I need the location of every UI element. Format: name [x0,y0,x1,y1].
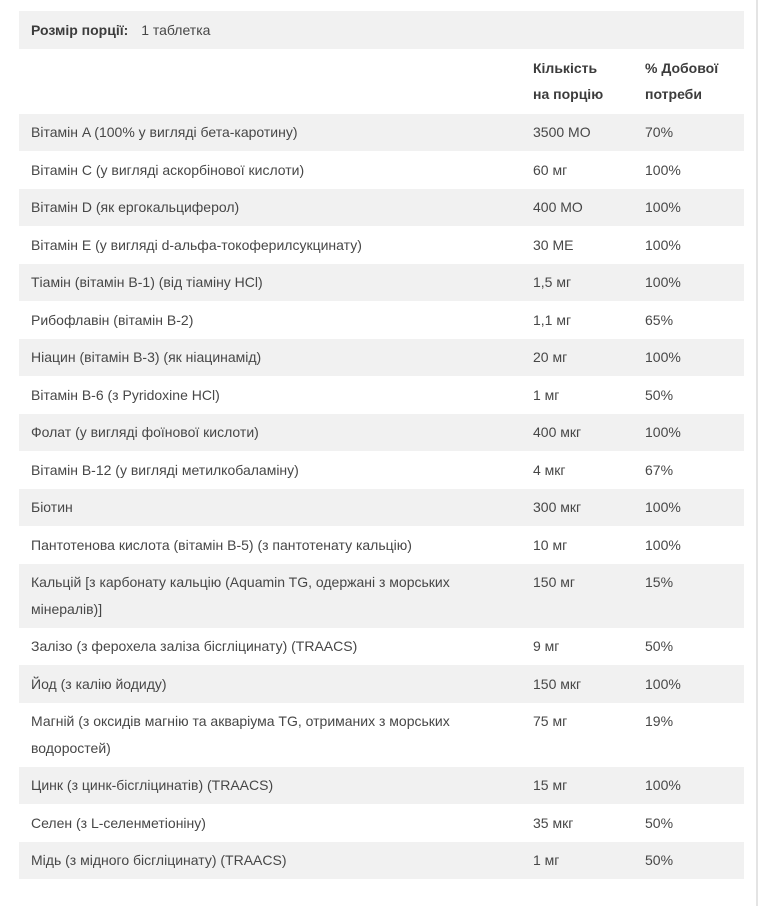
row-amount: 150 мг [533,574,575,590]
table-row [19,526,744,564]
row-amount: 60 мг [533,161,568,178]
page-right-divider [756,0,758,906]
row-amount: 3500 МО [533,124,591,140]
supplement-facts-table [19,11,744,879]
table-row [19,264,744,302]
row-amount: 35 мкг [533,814,574,831]
row-amount: 20 мг [533,349,568,365]
row-amount: 10 мг [533,536,568,553]
row-name: Магній (з оксидів магнію та акваріума TG, отриманих з морських водоростей) [31,713,450,756]
row-name: Біотин [31,499,73,515]
row-dv: 67% [645,461,674,478]
row-dv: 70% [645,124,674,140]
table-row [19,451,744,489]
row-amount: 9 мг [533,638,560,654]
row-dv: 50% [645,814,674,831]
row-dv: 50% [645,638,674,654]
row-dv: 15% [645,574,674,590]
row-name: Залізо (з ферохела заліза бісгліцинату) (TRAACS) [31,638,358,654]
row-amount: 1 мг [533,386,560,403]
row-name: Вітамін C (у вигляді аскорбінової кислоти) [31,161,305,178]
row-amount: 1 мг [533,852,560,868]
serving-size-row [19,11,744,49]
row-dv: 100% [645,349,681,365]
row-name: Тіамін (вітамін B-1) (від тіаміну HCl) [31,274,263,290]
column-header-amount-line1: Кількість [533,59,598,76]
column-header-amount-line2: на порцію [533,86,604,102]
row-amount: 1,5 мг [533,274,572,290]
row-amount: 400 МО [533,199,583,215]
table-row [19,151,744,189]
table-row [19,842,744,880]
row-amount: 150 мкг [533,675,582,692]
table-row [19,376,744,414]
table-row [19,301,744,339]
row-dv: 50% [645,852,674,868]
row-amount: 1,1 мг [533,311,572,328]
row-name: Рибофлавін (вітамін B-2) [31,311,194,328]
table-row [19,489,744,527]
row-name: Вітамін A (100% у вигляді бета-каротину) [31,124,298,140]
serving-size-label: Розмір порції: [31,21,129,38]
row-name: Ніацин (вітамін B-3) (як ніацинамід) [31,349,262,365]
row-dv: 100% [645,675,681,692]
row-name: Вітамін B-12 (у вигляді метилкобаламіну) [31,461,299,478]
row-dv: 100% [645,536,681,553]
row-name: Кальцій [з карбонату кальцію (Aquamin TG, одержані з морських мінералів)] [31,574,450,617]
column-header-amount [533,55,645,108]
row-dv: 19% [645,713,674,729]
table-row [19,804,744,842]
row-dv: 65% [645,311,674,328]
row-amount: 300 мкг [533,499,582,515]
row-dv: 100% [645,499,681,515]
column-header-dv-line2: потреби [645,86,702,102]
table-row [19,767,744,805]
row-amount: 75 мг [533,713,568,729]
row-name: Вітамін E (у вигляді d-альфа-токоферилсукцинату) [31,236,362,253]
table-body [19,114,744,880]
table-header-row [19,49,744,114]
row-dv: 100% [645,199,681,215]
row-dv: 100% [645,236,681,253]
row-dv: 100% [645,777,681,793]
column-header-dv-line1: % Добової [645,59,719,76]
table-row [19,703,744,767]
column-header-name [19,55,533,108]
row-amount: 30 МЕ [533,236,574,253]
table-row [19,414,744,452]
row-dv: 50% [645,386,674,403]
table-row [19,226,744,264]
row-dv: 100% [645,161,681,178]
table-row [19,665,744,703]
row-name: Вітамін D (як ергокальциферол) [31,199,240,215]
row-name: Йод (з калію йодиду) [31,675,167,692]
table-row [19,564,744,628]
row-name: Цинк (з цинк-бісгліцинатів) (TRAACS) [31,777,274,793]
row-name: Пантотенова кислота (вітамін B-5) (з пантотенату кальцію) [31,536,412,553]
table-row [19,189,744,227]
row-amount: 4 мкг [533,461,566,478]
table-row [19,628,744,666]
row-dv: 100% [645,424,681,440]
table-row [19,339,744,377]
row-amount: 400 мкг [533,424,582,440]
row-name: Мідь (з мідного бісгліцинату) (TRAACS) [31,852,287,868]
row-name: Фолат (у вигляді фоїнової кислоти) [31,424,259,440]
row-dv: 100% [645,274,681,290]
row-name: Вітамін B-6 (з Pyridoxine HCl) [31,386,220,403]
column-header-dv [645,55,744,108]
row-amount: 15 мг [533,777,568,793]
table-row [19,114,744,152]
serving-size-value: 1 таблетка [141,21,211,38]
row-name: Селен (з L-селенметіоніну) [31,814,206,831]
